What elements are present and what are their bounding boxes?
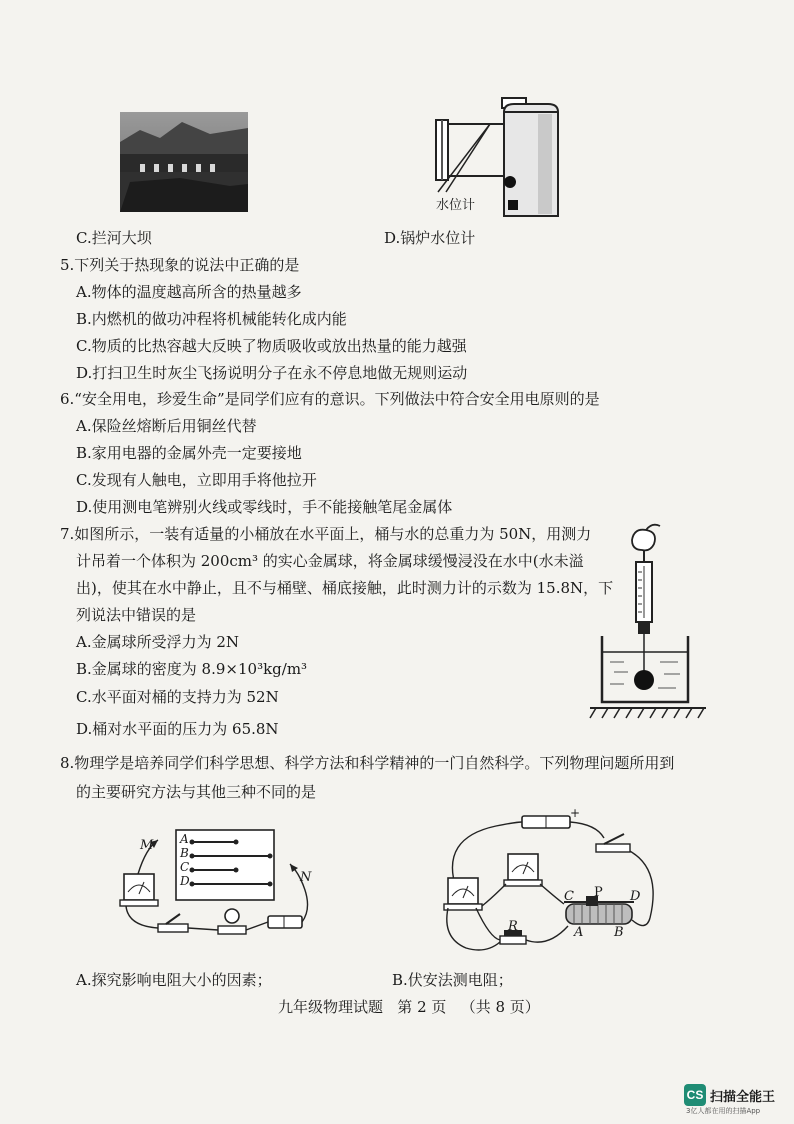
q8-option-a: A.探究影响电阻大小的因素；: [76, 971, 272, 989]
q7-option-d: D.桶对水平面的压力为 65.8N: [76, 720, 279, 738]
dam-photo: [120, 112, 248, 212]
q7-stem-line-2: 计吊着一个体积为 200cm³ 的实心金属球，将金属球缓慢浸没在水中(水未溢: [76, 552, 584, 570]
boiler-label: 水位计: [436, 198, 476, 213]
fig-a-label-n: N: [300, 870, 312, 885]
q8-option-b: B.伏安法测电阻；: [392, 971, 513, 989]
q4-option-d: D.锅炉水位计: [384, 229, 476, 247]
fig-a-wire-label-b: B: [180, 846, 189, 860]
q7-option-c: C.水平面对桶的支持力为 52N: [76, 688, 279, 706]
q6-option-b: B.家用电器的金属外壳一定要接地: [76, 444, 302, 462]
q5-option-d: D.打扫卫生时灰尘飞扬说明分子在永不停息地做无规则运动: [76, 364, 468, 382]
q6-option-c: C.发现有人触电，立即用手将他拉开: [76, 471, 317, 489]
fig-b-label-plus: +: [570, 806, 581, 820]
page-footer: 九年级物理试题 第 2 页 （共 8 页）: [278, 998, 540, 1016]
scanner-logo-icon: CS: [684, 1084, 706, 1106]
q7-stem-line-3: 出)，使其在水中静止，且不与桶壁、桶底接触，此时测力计的示数为 15.8N，下: [76, 579, 614, 597]
spring-scale-bucket-figure: [588, 522, 708, 720]
q7-stem-line-1: 7.如图所示，一装有适量的小桶放在水平面上，桶与水的总重力为 50N，用测力: [60, 525, 592, 543]
q5-option-a: A.物体的温度越高所含的热量越多: [76, 283, 302, 301]
q6-stem: 6.“安全用电，珍爱生命”是同学们应有的意识。下列做法中符合安全用电原则的是: [60, 390, 600, 408]
fig-a-wire-label-c: C: [180, 860, 190, 874]
q4-option-c: C.拦河大坝: [76, 229, 152, 247]
q5-option-c: C.物质的比热容越大反映了物质吸收或放出热量的能力越强: [76, 337, 467, 355]
q7-option-b: B.金属球的密度为 8.9×10³kg/m³: [76, 660, 308, 678]
q7-stem-line-4: 列说法中错误的是: [76, 606, 197, 624]
q6-option-a: A.保险丝熔断后用铜丝代替: [76, 417, 257, 435]
fig-b-label-d: D: [630, 889, 641, 904]
q6-option-d: D.使用测电笔辨别火线或零线时，手不能接触笔尾金属体: [76, 498, 453, 516]
fig-b-label-a: A: [574, 925, 584, 940]
fig-b-label-p: P: [594, 885, 603, 900]
fig-b-label-b: B: [614, 925, 624, 940]
scanner-app-name: 扫描全能王: [710, 1089, 776, 1105]
q7-option-a: A.金属球所受浮力为 2N: [76, 633, 240, 651]
fig-b-label-c: C: [564, 889, 574, 904]
scanner-tagline: 3亿人都在用的扫描App: [686, 1107, 761, 1115]
scanner-watermark: [684, 1084, 775, 1106]
q8-stem-line-1: 8.物理学是培养同学们科学思想、科学方法和科学精神的一门自然科学。下列物理问题所用到: [60, 754, 675, 772]
fig-a-wire-label-d: D: [180, 874, 190, 888]
q5-option-b: B.内燃机的做功冲程将机械能转化成内能: [76, 310, 347, 328]
q5-stem: 5.下列关于热现象的说法中正确的是: [60, 256, 300, 274]
fig-a-label-m: M: [140, 838, 154, 853]
q8-stem-line-2: 的主要研究方法与其他三种不同的是: [76, 783, 317, 801]
fig-b-label-r: R: [508, 919, 518, 934]
fig-a-wire-label-a: A: [180, 832, 189, 846]
voltammetry-circuit: [436, 808, 666, 958]
